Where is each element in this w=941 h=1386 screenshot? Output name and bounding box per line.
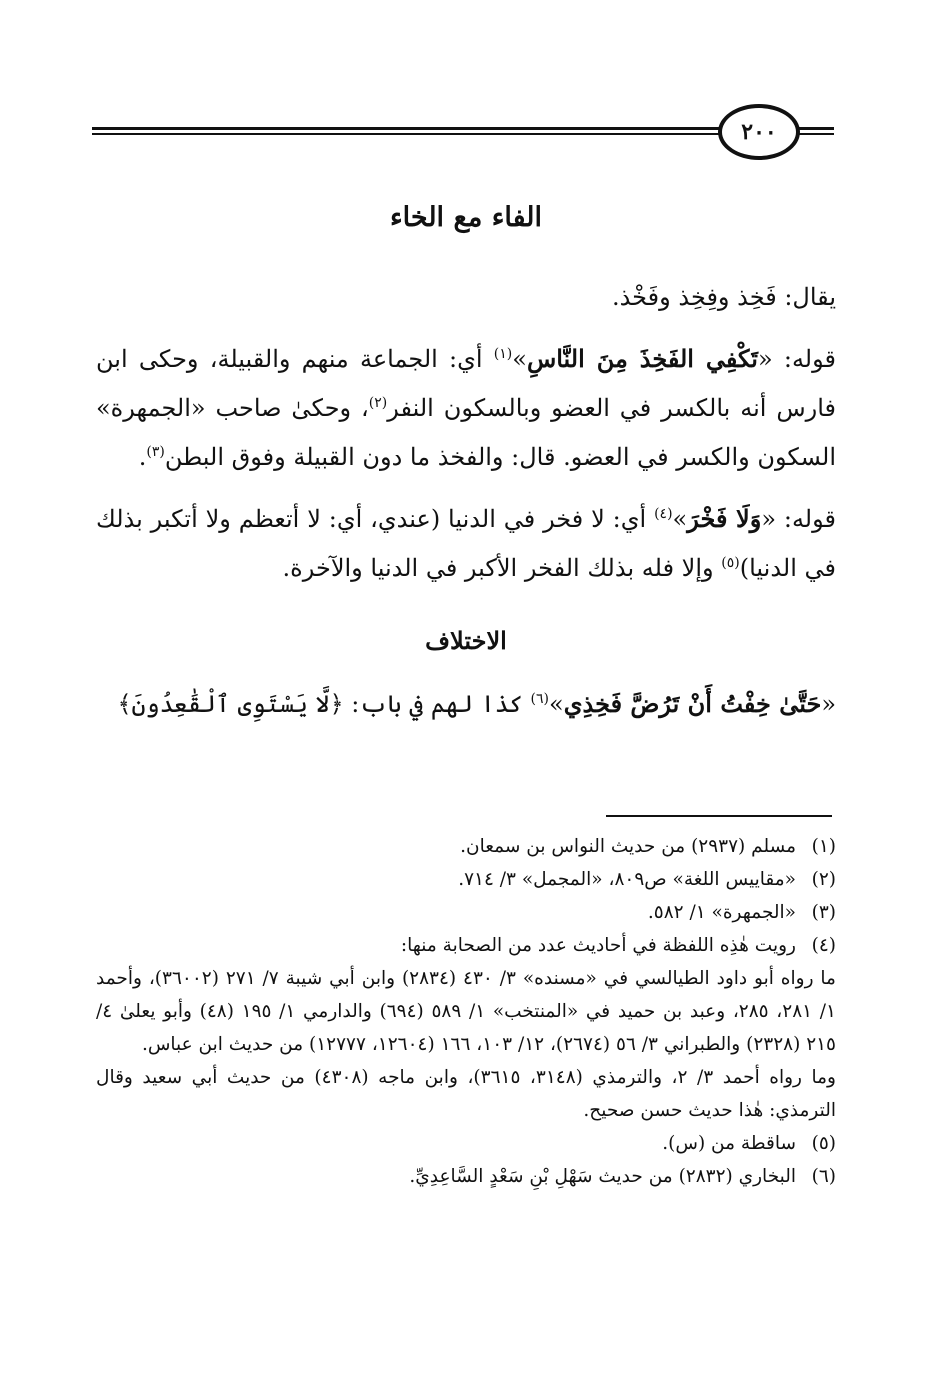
footnote-4 xyxy=(96,929,836,962)
footnote-ref-5: (٥) xyxy=(721,555,740,571)
footnote-ref-1: (١) xyxy=(493,346,513,362)
footnote-3 xyxy=(96,896,836,929)
p2-text1: أي: الجماعة منهم والقبيلة، وحكى ابن فارس أنه بالكسر في العضو وبالسكون النفر xyxy=(96,345,836,422)
footnote-5 xyxy=(96,1127,836,1160)
footnote-ref-6: (٦) xyxy=(530,691,549,707)
p4-text: كذا لهم في باب: ﴿لَّا يَسْتَوِى ٱلْقَٰعِدُونَ﴾ xyxy=(117,690,531,718)
footnote-number: (٢) xyxy=(811,869,836,890)
p4-close: » xyxy=(549,690,564,718)
p3-quote: وَلَا فَخْرَ xyxy=(687,504,762,533)
section-subtitle: الاختلاف xyxy=(425,626,507,655)
paragraph-2 xyxy=(96,334,836,482)
footnote-text: مسلم (٢٩٣٧) من حديث النواس بن سمعان. xyxy=(460,836,796,857)
footnote-separator xyxy=(606,815,832,817)
footnote-number: (٣) xyxy=(811,902,836,923)
footnote-number: (٦) xyxy=(811,1166,836,1187)
footnotes xyxy=(96,830,836,1193)
p2-quote: تَكْفِي الفَخِذَ مِنَ النَّاسِ xyxy=(526,344,758,373)
main-content xyxy=(96,195,836,741)
footnote-text: البخاري (٢٨٣٢) من حديث سَهْلِ بْنِ سَعْدٍ السَّاعِدِيِّ. xyxy=(409,1166,796,1187)
section-title: الفاء مع الخاء xyxy=(389,202,543,233)
p3-close: » xyxy=(672,505,688,533)
footnote-ref-2: (٢) xyxy=(368,395,388,411)
footnote-number: (٤) xyxy=(811,935,836,956)
p2-text2: ، وحكىٰ صاحب «الجمهرة» السكون والكسر في العضو. قال: والفخذ ما دون القبيلة وفوق البطن xyxy=(96,394,836,471)
p3-lead: قوله: « xyxy=(761,505,836,533)
footnote-number: (١) xyxy=(811,836,836,857)
footnote-ref-4: (٤) xyxy=(654,506,673,522)
p2-close: » xyxy=(512,345,527,373)
paragraph-1: يقال: فَخِذ وفِخِذ وفَخْذ. xyxy=(611,283,836,311)
footnote-text: رويت هٰذِه اللفظة في أحاديث عدد من الصحابة منها: xyxy=(400,935,796,956)
p2-lead: قوله: « xyxy=(757,345,836,373)
p3-text1: أي: لا فخر في الدنيا (عندي، أي: لا أتعظم ولا أتكبر بذلك في الدنيا) xyxy=(96,505,836,582)
footnote-4-continuation-1: ما رواه أبو داود الطيالسي في «مسنده» ٣/ ٤٣٠ (٢٨٣٤) وابن أبي شيبة ٧/ ٢٧١ (٣٦٠٠٢)، وأحمد ١/ ٢٨١، ٢٨٥، وعبد بن حميد في «المنتخب» ١/ ٥٨٩ (٦٩٤) والدارمي ١/ ١٩٥ (٤٨) وأبو يعلىٰ ٤/ ٢١٥ (٢٣٢٨) والطبراني ٣/ ٥٦ (٢٦٧٤)، ١٢/ ١٠٣، ١٦٦ (١٢٦٠٤، ١٢٧٧٧) من حديث ابن عباس. xyxy=(96,968,836,1055)
footnote-text: «مقاييس اللغة» ص٨٠٩، «المجمل» ٣/ ٧١٤. xyxy=(458,869,796,890)
p4-quote: حَتَّىٰ خِفْتُ أَنْ تَرُضَّ فَخِذِي xyxy=(563,689,822,718)
footnote-1 xyxy=(96,830,836,863)
p4-lead: « xyxy=(821,690,836,718)
p3-text2: وإلا فله بذلك الفخر الأكبر في الدنيا والآخرة. xyxy=(282,554,722,582)
p2-end: . xyxy=(138,443,147,471)
footnote-text: ساقطة من (س). xyxy=(662,1133,796,1154)
footnote-2 xyxy=(96,863,836,896)
footnote-4-continuation-2: وما رواه أحمد ٣/ ٢، والترمذي (٣١٤٨، ٣٦١٥)، وابن ماجه (٤٣٠٨) من حديث أبي سعيد وقال الترمذي: هٰذا حديث حسن صحيح. xyxy=(96,1067,836,1121)
paragraph-4 xyxy=(96,679,836,729)
footnote-text: «الجمهرة» ١/ ٥٨٢. xyxy=(647,902,796,923)
footnote-6 xyxy=(96,1160,836,1193)
paragraph-3 xyxy=(96,494,836,593)
footnote-ref-3: (٣) xyxy=(146,444,165,460)
page-number: ٢٠٠ xyxy=(718,104,800,160)
footnote-number: (٥) xyxy=(811,1133,836,1154)
